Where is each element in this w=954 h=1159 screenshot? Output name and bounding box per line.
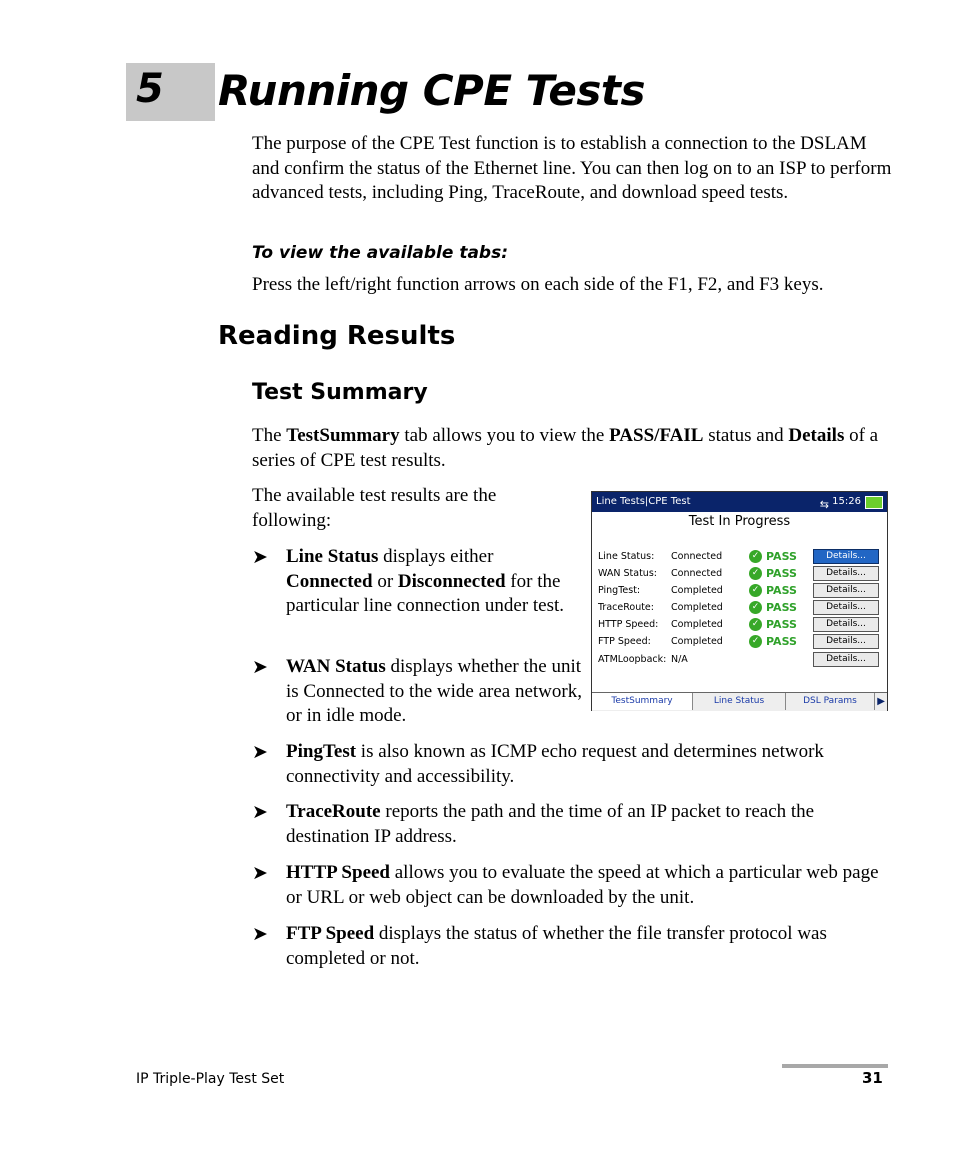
row-value: Completed xyxy=(671,636,723,647)
chapter-number: 5 xyxy=(136,66,164,112)
row-result: PASS xyxy=(766,567,797,580)
subsection-heading: Test Summary xyxy=(252,380,428,405)
details-button[interactable]: Details... xyxy=(813,549,879,564)
arrow-bullet-icon: ➤ xyxy=(252,657,268,678)
arrow-bullet-icon: ➤ xyxy=(252,802,268,823)
row-result: PASS xyxy=(766,601,797,614)
section-heading: Reading Results xyxy=(218,321,456,351)
row-label: WAN Status: xyxy=(598,568,657,579)
tab-dsl-params[interactable]: DSL Params xyxy=(786,693,875,710)
row-label: Line Status: xyxy=(598,551,655,562)
bullet-traceroute: ➤ TraceRoute reports the path and the time of an IP packet to reach the destination IP address. xyxy=(252,801,815,847)
footer-rule xyxy=(782,1064,888,1068)
pass-check-icon: ✓ xyxy=(749,550,762,563)
details-button[interactable]: Details... xyxy=(813,566,879,581)
details-button[interactable]: Details... xyxy=(813,583,879,598)
summary-paragraph: The TestSummary tab allows you to view the PASS/FAIL status and Details of a series of CPE test results. xyxy=(252,425,879,471)
tab-line-status[interactable]: Line Status xyxy=(693,693,786,710)
tab-testsummary[interactable]: TestSummary xyxy=(592,693,693,710)
row-value: N/A xyxy=(671,654,688,665)
intro-paragraph: The purpose of the CPE Test function is to establish a connection to the DSLAM and confirm the status of the Ethernet line. You can then log on to an ISP to perform advanced tests, including Ping, TraceRoute, and download speed tests. xyxy=(252,133,892,203)
device-status-heading: Test In Progress xyxy=(688,514,791,529)
tab-scroll-right-icon[interactable]: ▶ xyxy=(877,696,885,707)
pass-check-icon: ✓ xyxy=(749,584,762,597)
details-button[interactable]: Details... xyxy=(813,617,879,632)
bullet-ftp-speed: ➤ FTP Speed displays the status of whether the file transfer protocol was completed or not. xyxy=(252,923,827,969)
footer-product-name: IP Triple-Play Test Set xyxy=(136,1071,285,1087)
arrow-bullet-icon: ➤ xyxy=(252,924,268,945)
row-value: Completed xyxy=(671,602,723,613)
pass-check-icon: ✓ xyxy=(749,567,762,580)
arrow-bullet-icon: ➤ xyxy=(252,863,268,884)
battery-icon xyxy=(865,496,883,509)
bullet-http-speed: ➤ HTTP Speed allows you to evaluate the speed at which a particular web page or URL or web object can be downloaded by the unit. xyxy=(252,862,879,908)
row-value: Connected xyxy=(671,568,723,579)
network-transfer-icon: ⇆ xyxy=(819,498,829,511)
device-window-title: Line Tests|CPE Test xyxy=(596,496,691,507)
details-button[interactable]: Details... xyxy=(813,652,879,667)
row-result: PASS xyxy=(766,550,797,563)
row-result: PASS xyxy=(766,584,797,597)
pass-check-icon: ✓ xyxy=(749,635,762,648)
available-results-paragraph: The available test results are the following: xyxy=(252,485,497,531)
row-result: PASS xyxy=(766,618,797,631)
device-tab-bar xyxy=(592,692,887,711)
bullet-pingtest: ➤ PingTest is also known as ICMP echo request and determines network connectivity and accessibility. xyxy=(252,741,824,787)
row-value: Connected xyxy=(671,551,723,562)
pass-check-icon: ✓ xyxy=(749,601,762,614)
row-label: ATMLoopback: xyxy=(598,654,667,665)
device-clock: 15:26 xyxy=(832,496,861,507)
row-result: PASS xyxy=(766,635,797,648)
arrow-bullet-icon: ➤ xyxy=(252,742,268,763)
row-label: FTP Speed: xyxy=(598,636,651,647)
procedure-heading: To view the available tabs: xyxy=(252,243,509,263)
details-button[interactable]: Details... xyxy=(813,600,879,615)
arrow-bullet-icon: ➤ xyxy=(252,547,268,568)
bullet-line-status: ➤ Line Status displays either Connected or Disconnected for the particular line connection under test. xyxy=(252,546,565,616)
row-label: TraceRoute: xyxy=(598,602,654,613)
row-value: Completed xyxy=(671,619,723,630)
chapter-title: Running CPE Tests xyxy=(218,66,645,115)
device-screenshot xyxy=(591,491,888,711)
page-number: 31 xyxy=(862,1069,883,1087)
bullet-wan-status: ➤ WAN Status displays whether the unit is Connected to the wide area network, or in idle mode. xyxy=(252,656,582,726)
row-value: Completed xyxy=(671,585,723,596)
row-label: PingTest: xyxy=(598,585,641,596)
details-button[interactable]: Details... xyxy=(813,634,879,649)
row-label: HTTP Speed: xyxy=(598,619,659,630)
procedure-step: Press the left/right function arrows on each side of the F1, F2, and F3 keys. xyxy=(252,274,824,295)
pass-check-icon: ✓ xyxy=(749,618,762,631)
device-titlebar xyxy=(592,492,887,512)
